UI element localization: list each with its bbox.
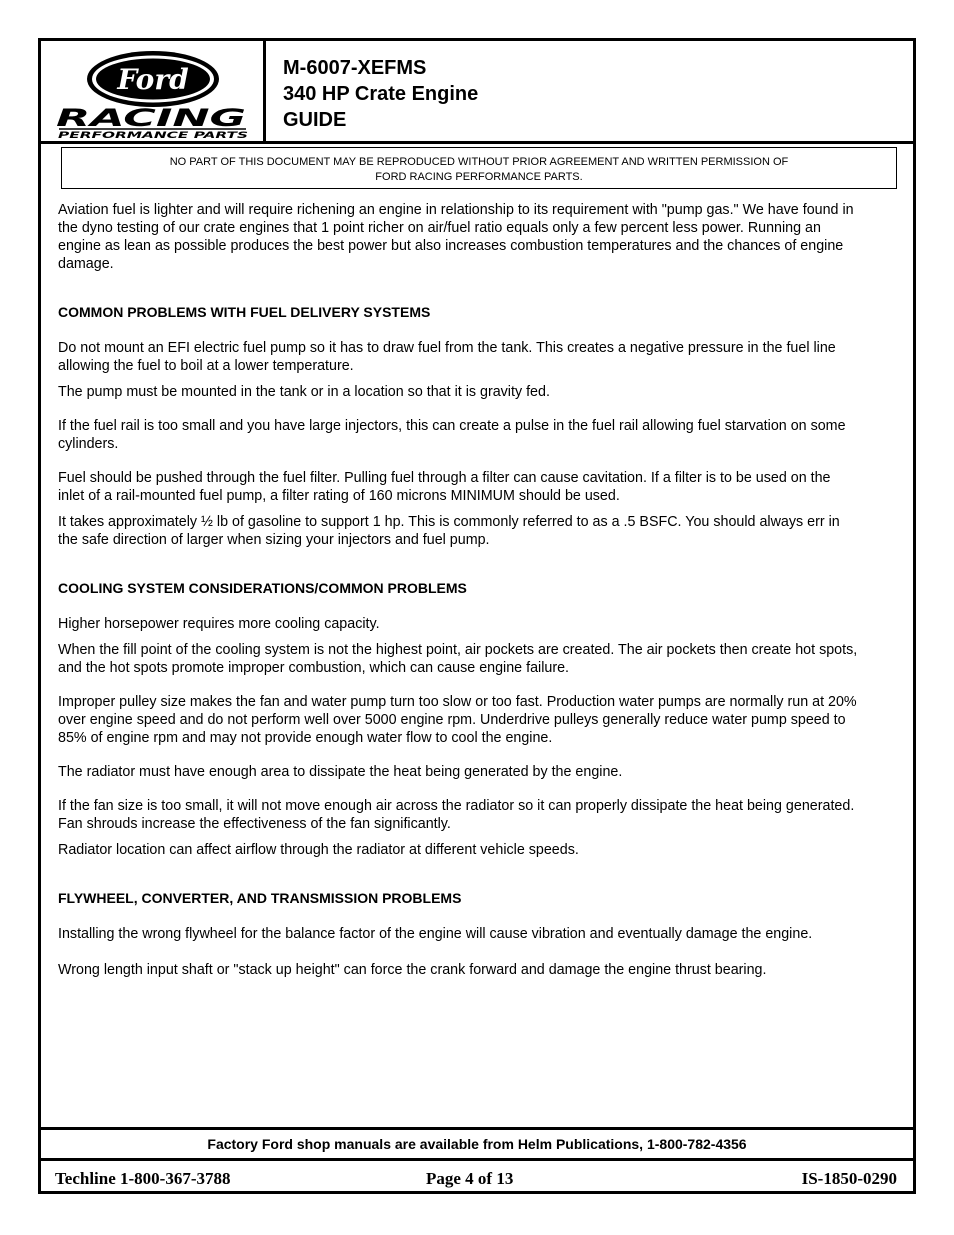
performance-parts-text: PERFORMANCE PARTS bbox=[58, 131, 248, 141]
racing-logo-text: RACING bbox=[56, 104, 246, 132]
ford-logo-text: Ford bbox=[117, 63, 189, 96]
section-heading: FLYWHEEL, CONVERTER, AND TRANSMISSION PROBLEMS bbox=[58, 890, 462, 906]
page-number: Page 4 of 13 bbox=[426, 1169, 514, 1188]
page-frame bbox=[38, 38, 916, 1194]
paragraph: Fuel should be pushed through the fuel filter. Pulling fuel through a filter can cause cavitation. If a filter is to be used on the inlet of a rail-mounted fuel pump, a filter rating of 160 microns MINIMUM should be used. bbox=[58, 470, 831, 504]
paragraph: Installing the wrong flywheel for the balance factor of the engine will cause vibration and eventually damage the engine. bbox=[58, 926, 813, 942]
intro-paragraph: Aviation fuel is lighter and will require richening an engine in relationship to its requirement with "pump gas." We have found in the dyno testing of our crate engines that 1 point richer on air/fuel ratio equals only a few percent less power. Running an engine as lean as possible produces the best power but also increases combustion temperatures and the chances of engine damage. bbox=[58, 202, 854, 272]
product-name: 340 HP Crate Engine bbox=[283, 83, 479, 105]
section-heading: COOLING SYSTEM CONSIDERATIONS/COMMON PROBLEMS bbox=[58, 580, 467, 596]
part-number: M-6007-XEFMS bbox=[283, 57, 427, 79]
logo-cell bbox=[41, 41, 266, 141]
paragraph: The radiator must have enough area to dissipate the heat being generated by the engine. bbox=[58, 764, 623, 780]
footer-bar bbox=[41, 1161, 913, 1191]
techline: Techline 1-800-367-3788 bbox=[55, 1169, 231, 1188]
notice-line-2: FORD RACING PERFORMANCE PARTS. bbox=[375, 171, 583, 183]
section-heading: COMMON PROBLEMS WITH FUEL DELIVERY SYSTEMS bbox=[58, 304, 431, 320]
document-body bbox=[58, 201, 858, 987]
paragraph: It takes approximately ½ lb of gasoline to support 1 hp. This is commonly referred to as a .5 BSFC. You should always err in the safe direction of larger when sizing your injectors and fuel pump. bbox=[58, 514, 840, 548]
ford-racing-logo bbox=[41, 41, 263, 141]
paragraph: Higher horsepower requires more cooling capacity. bbox=[58, 616, 380, 632]
document-title bbox=[283, 55, 478, 133]
footer-note: Factory Ford shop manuals are available from Helm Publications, 1-800-782-4356 bbox=[41, 1127, 913, 1161]
paragraph: The pump must be mounted in the tank or in a location so that it is gravity fed. bbox=[58, 384, 550, 400]
notice-line-1: NO PART OF THIS DOCUMENT MAY BE REPRODUCED WITHOUT PRIOR AGREEMENT AND WRITTEN PERMISSION OF bbox=[169, 156, 789, 168]
paragraph: Do not mount an EFI electric fuel pump so it has to draw fuel from the tank. This creates a negative pressure in the fuel line allowing the fuel to boil at a lower temperature. bbox=[58, 340, 836, 374]
document-type: GUIDE bbox=[283, 109, 347, 131]
document-id: IS-1850-0290 bbox=[801, 1169, 897, 1188]
paragraph: If the fan size is too small, it will not move enough air across the radiator so it can properly dissipate the heat being generated. Fan shrouds increase the effectiveness of the fan significantly. bbox=[58, 798, 855, 832]
paragraph: If the fuel rail is too small and you have large injectors, this can create a pulse in the fuel rail allowing fuel starvation on some cylinders. bbox=[58, 418, 846, 452]
document-header bbox=[41, 41, 913, 144]
copyright-notice bbox=[61, 147, 897, 189]
paragraph: Wrong length input shaft or "stack up height" can force the crank forward and damage the engine thrust bearing. bbox=[58, 962, 767, 978]
paragraph: When the fill point of the cooling system is not the highest point, air pockets are created. The air pockets then create hot spots, and the hot spots promote improper combustion, which can cause engine failure. bbox=[58, 642, 858, 676]
paragraph: Improper pulley size makes the fan and water pump turn too slow or too fast. Production water pumps are normally run at 20% over engine speed and do not perform well over 5000 engine rpm. Underdrive pulleys generally reduce water pump speed to 85% of engine rpm and may not provide enough water flow to cool the engine. bbox=[58, 694, 857, 746]
paragraph: Radiator location can affect airflow through the radiator at different vehicle speeds. bbox=[58, 842, 579, 858]
